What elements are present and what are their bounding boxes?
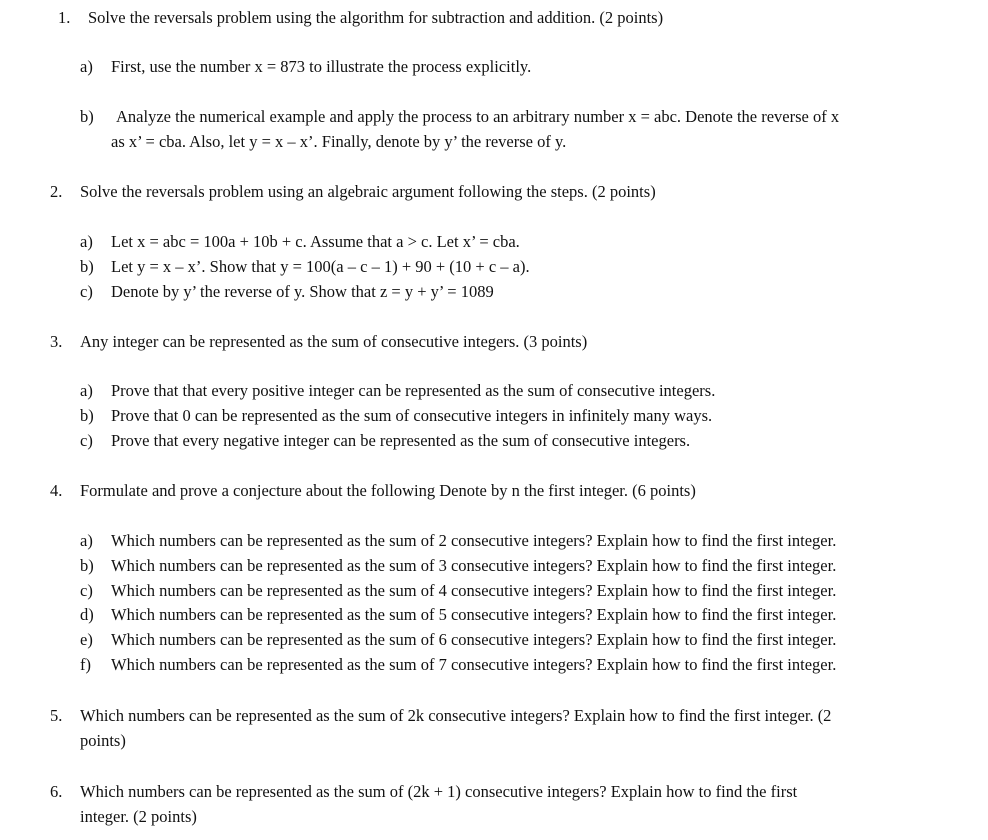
part-text: Prove that 0 can be represented as the sum of consecutive integers in infinitely many ways. (111, 406, 713, 425)
problem-text: Any integer can be represented as the sum of consecutive integers. (3 points) (80, 332, 588, 351)
problem-number: 3. (50, 332, 63, 351)
part-label: a) (80, 381, 93, 400)
part-text: Prove that that every positive integer can be represented as the sum of consecutive integers. (111, 381, 716, 400)
problem-text: Solve the reversals problem using an algebraic argument following the steps. (2 points) (80, 182, 656, 201)
part-text: Which numbers can be represented as the sum of 5 consecutive integers? Explain how to find the first integer. (111, 605, 837, 624)
part-label: b) (80, 556, 94, 575)
part-text: Denote by y’ the reverse of y. Show that z = y + y’ = 1089 (111, 282, 494, 301)
part-text: Let x = abc = 100a + 10b + c. Assume that a > c. Let x’ = cba. (111, 232, 520, 251)
part-text: Prove that every negative integer can be represented as the sum of consecutive integers. (111, 431, 691, 450)
problem-text: Which numbers can be represented as the sum of (2k + 1) consecutive integers? Explain how to find the first (80, 782, 798, 801)
part-text: Which numbers can be represented as the sum of 4 consecutive integers? Explain how to find the first integer. (111, 581, 837, 600)
part-label: c) (80, 581, 93, 600)
problem-text: Formulate and prove a conjecture about the following Denote by n the first integer. (6 points) (80, 481, 696, 500)
part-label: c) (80, 282, 93, 301)
problem-number: 2. (50, 182, 63, 201)
part-label: a) (80, 531, 93, 550)
part-text: Analyze the numerical example and apply the process to an arbitrary number x = abc. Denote the reverse of x (116, 107, 840, 126)
part-label: a) (80, 232, 93, 251)
part-label: b) (80, 107, 94, 126)
part-text: Which numbers can be represented as the sum of 3 consecutive integers? Explain how to find the first integer. (111, 556, 837, 575)
problem-text: Which numbers can be represented as the sum of 2k consecutive integers? Explain how to find the first integer. (2 (80, 706, 832, 725)
part-text: Which numbers can be represented as the sum of 7 consecutive integers? Explain how to find the first integer. (111, 655, 837, 674)
part-label: f) (80, 655, 91, 674)
part-label: b) (80, 257, 94, 276)
problem-text-cont: points) (80, 731, 126, 750)
problem-number: 4. (50, 481, 63, 500)
part-text: Which numbers can be represented as the sum of 6 consecutive integers? Explain how to find the first integer. (111, 630, 837, 649)
problem-number: 6. (50, 782, 63, 801)
problem-number: 5. (50, 706, 63, 725)
part-text: First, use the number x = 873 to illustrate the process explicitly. (111, 57, 532, 76)
problem-text: Solve the reversals problem using the algorithm for subtraction and addition. (2 points) (88, 8, 664, 27)
part-text: Which numbers can be represented as the sum of 2 consecutive integers? Explain how to find the first integer. (111, 531, 837, 550)
part-text: Let y = x – x’. Show that y = 100(a – c – 1) + 90 + (10 + c – a). (111, 257, 530, 276)
part-label: a) (80, 57, 93, 76)
part-label: e) (80, 630, 93, 649)
part-label: d) (80, 605, 94, 624)
part-text-cont: as x’ = cba. Also, let y = x – x’. Finally, denote by y’ the reverse of y. (111, 132, 567, 151)
problem-number: 1. (58, 8, 71, 27)
problem-text-cont: integer. (2 points) (80, 807, 197, 826)
part-label: c) (80, 431, 93, 450)
part-label: b) (80, 406, 94, 425)
